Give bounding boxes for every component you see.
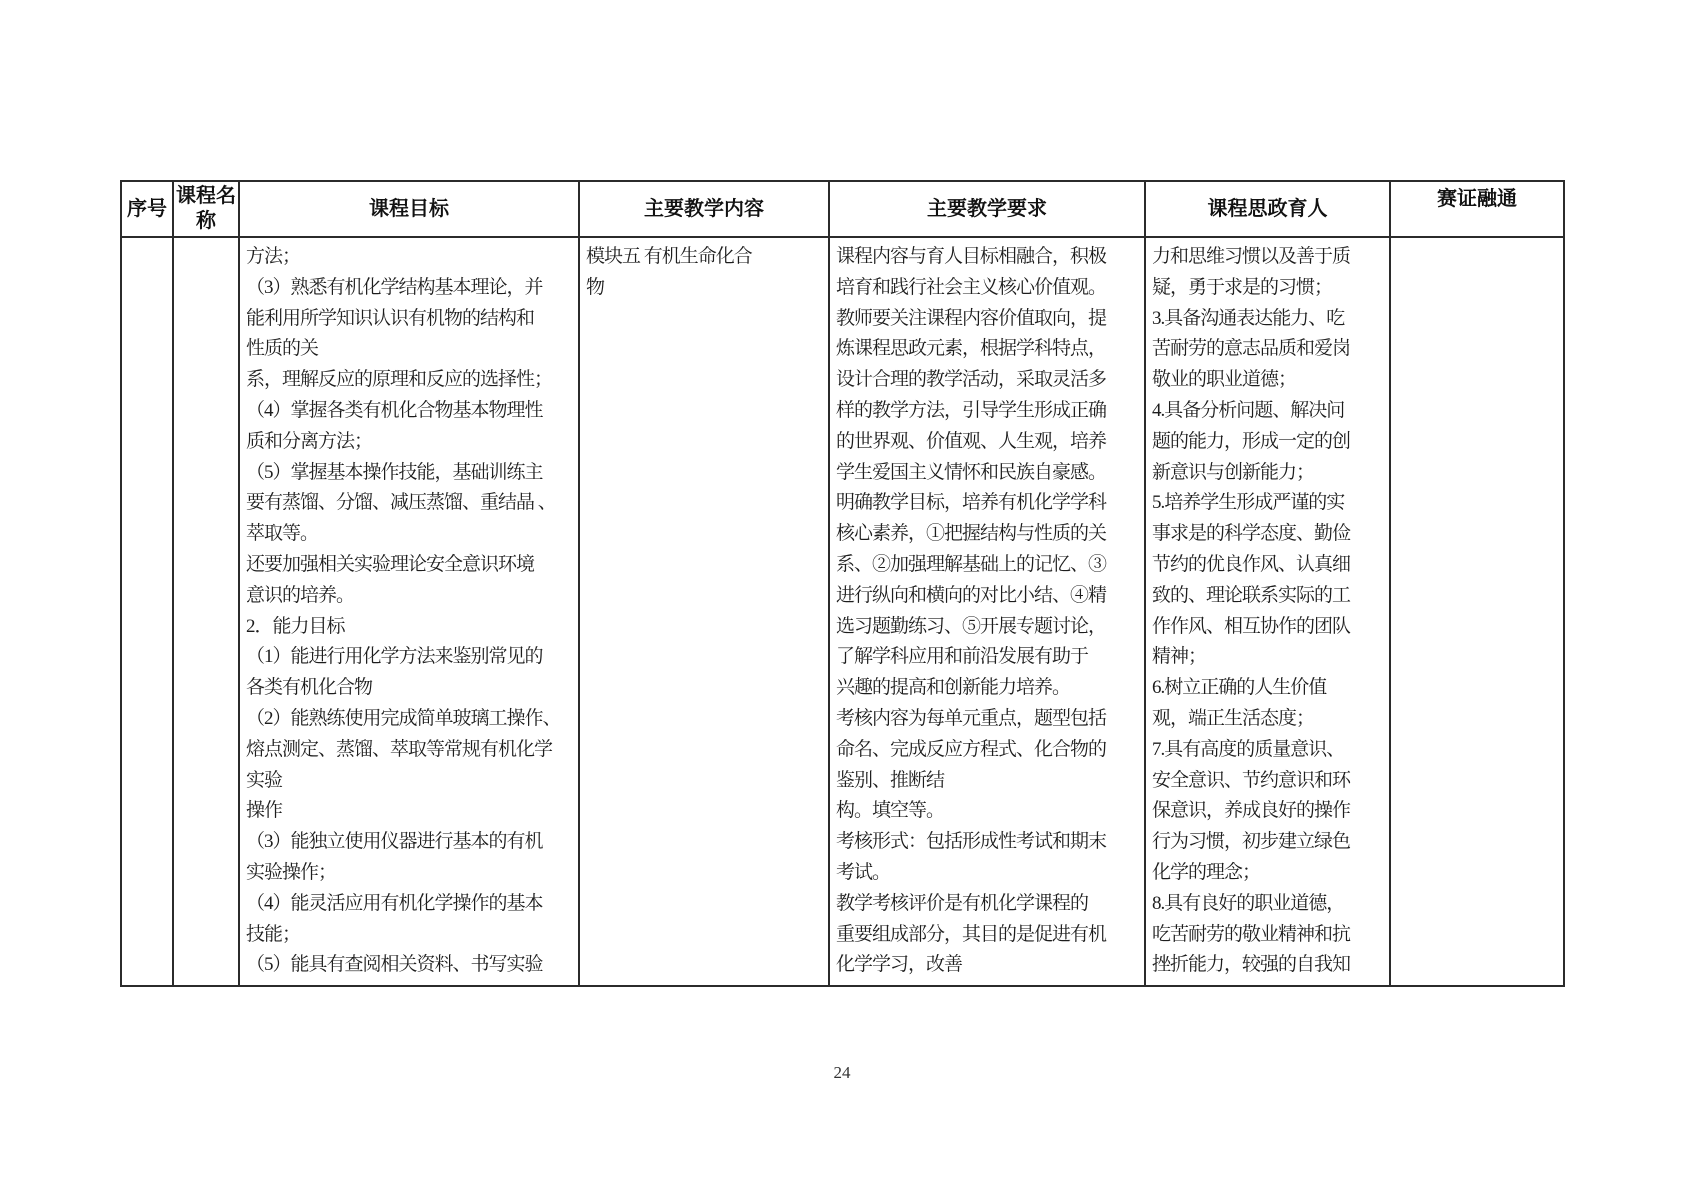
text-line: 系，理解反应的原理和反应的选择性；: [246, 369, 553, 391]
text-line: 质和分离方法；: [246, 430, 373, 452]
text-line: 7.具有高度的质量意识、: [1152, 738, 1345, 760]
text-line: 挫折能力，较强的自我知: [1152, 954, 1351, 976]
text-line: （4）掌握各类有机化合物基本物理性: [246, 399, 543, 421]
text-line: （5）能具有查阅相关资料、书写实验: [246, 954, 543, 976]
text-line: 技能；: [246, 923, 301, 945]
text-line: 4.具备分析问题、解决问: [1152, 399, 1345, 421]
header-row: [121, 181, 1564, 237]
text-line: 苦耐劳的意志品质和爱岗: [1152, 338, 1351, 360]
course-objectives-table: [120, 180, 1565, 987]
header-kechengmingcheng: 课程名称: [173, 181, 239, 237]
text-line: 模块五 有机生命化合: [586, 246, 752, 267]
text-line: 课程内容与育人目标相融合，积极: [836, 246, 1107, 267]
cell-kechengmingcheng: [173, 237, 239, 986]
header-saizhengrongtong: 赛证融通: [1390, 181, 1564, 237]
text-line: 物: [586, 276, 605, 298]
text-line: 8.具有良好的职业道德，: [1152, 892, 1345, 914]
text-line: 作作风、相互协作的团队: [1152, 615, 1351, 637]
text-line: 节约的优良作风、认真细: [1152, 553, 1351, 575]
text-line: 构。填空等。: [836, 800, 945, 822]
text-line: 教师要关注课程内容价值取向，提: [836, 307, 1107, 329]
text-line: 3.具备沟通表达能力、吃: [1152, 307, 1345, 329]
text-line: （3）熟悉有机化学结构基本理论，并: [246, 276, 543, 298]
text-line: （2）能熟练使用完成简单玻璃工操作、: [246, 707, 561, 729]
header-xuhao: 序号: [121, 181, 173, 237]
text-line: 性质的关: [246, 338, 319, 360]
text-line: 核心素养，①把握结构与性质的关: [836, 523, 1107, 545]
text-line: 题的能力，形成一定的创: [1152, 430, 1351, 452]
text-line: 鉴别、推断结: [836, 769, 945, 791]
text-line: 行为习惯，初步建立绿色: [1152, 831, 1351, 853]
text-line: 熔点测定、蒸馏、萃取等常规有机化学: [246, 738, 553, 760]
text-line: 2．能力目标: [246, 615, 345, 637]
text-line: 还要加强相关实验理论安全意识环境: [246, 553, 535, 575]
text-line: 重要组成部分，其目的是促进有机: [836, 923, 1107, 945]
header-kechengmubiao: 课程目标: [239, 181, 579, 237]
text-line: 能利用所学知识认识有机物的结构和: [246, 307, 535, 329]
text-line: 6.树立正确的人生价值: [1152, 677, 1327, 699]
text-line: 致的、理论联系实际的工: [1152, 584, 1351, 606]
text-line: 教学考核评价是有机化学课程的: [836, 892, 1089, 914]
text-line: 要有蒸馏、分馏、减压蒸馏、重结晶 、: [246, 492, 556, 514]
text-line: 培育和践行社会主义核心价值观。: [836, 276, 1107, 298]
text-line: 了解学科应用和前沿发展有助于: [836, 646, 1089, 668]
text-line: （5）掌握基本操作技能，基础训练主: [246, 461, 543, 483]
text-line: 考核内容为每单元重点，题型包括: [836, 707, 1107, 729]
header-zhuyaojiaoxueneirong: 主要教学内容: [579, 181, 829, 237]
text-line: 炼课程思政元素，根据学科特点，: [836, 338, 1107, 360]
cell-kechengmubiao: [239, 237, 579, 986]
text-line: 事求是的科学态度、勤俭: [1152, 523, 1351, 545]
text-line: 兴趣的提高和创新能力培养。: [836, 677, 1071, 699]
text-line: 方法；: [246, 246, 301, 267]
text-line: 力和思维习惯以及善于质: [1152, 246, 1351, 267]
cell-xuhao: [121, 237, 173, 986]
text-line: 操作: [246, 800, 283, 822]
text-line: 设计合理的教学活动，采取灵活多: [836, 369, 1107, 391]
text-line: 5.培养学生形成严谨的实: [1152, 492, 1345, 514]
text-line: 考核形式：包括形成性考试和期末: [836, 831, 1107, 853]
text-line: （3）能独立使用仪器进行基本的有机: [246, 831, 543, 853]
text-line: 学生爱国主义情怀和民族自豪感。: [836, 461, 1107, 483]
header-kechengsizhengyuren: 课程思政育人: [1145, 181, 1390, 237]
cell-zhuyaojiaoxueneirong: [579, 237, 829, 986]
text-line: 保意识，养成良好的操作: [1152, 800, 1351, 822]
header-zhuyaojiaoxueyaoqiu: 主要教学要求: [829, 181, 1145, 237]
text-line: 化学学习，改善: [836, 954, 963, 976]
text-line: 意识的培养。: [246, 584, 355, 606]
text-line: 的世界观、价值观、人生观，培养: [836, 430, 1107, 452]
text-line: 萃取等。: [246, 523, 319, 545]
text-line: 系、②加强理解基础上的记忆、③: [836, 553, 1107, 575]
text-line: 进行纵向和横向的对比小结、④精: [836, 584, 1107, 606]
text-line: （4）能灵活应用有机化学操作的基本: [246, 892, 543, 914]
text-line: 样的教学方法，引导学生形成正确: [836, 399, 1107, 421]
cell-zhuyaojiaoxueyaoqiu: [829, 237, 1145, 986]
text-line: 敬业的职业道德；: [1152, 369, 1297, 391]
cell-saizhengrongtong: [1390, 237, 1564, 986]
text-line: 疑，勇于求是的习惯；: [1152, 276, 1333, 298]
text-line: 新意识与创新能力；: [1152, 461, 1315, 483]
text-line: 明确教学目标，培养有机化学学科: [836, 492, 1107, 514]
text-line: 吃苦耐劳的敬业精神和抗: [1152, 923, 1351, 945]
cell-kechengsizhengyuren: [1145, 237, 1390, 986]
text-line: 选习题勤练习、⑤开展专题讨论，: [836, 615, 1107, 637]
text-line: 精神；: [1152, 646, 1207, 668]
text-line: 化学的理念；: [1152, 861, 1261, 883]
text-line: （1）能进行用化学方法来鉴别常见的: [246, 646, 543, 668]
text-line: 安全意识、节约意识和环: [1152, 769, 1351, 791]
page-number: 24: [833, 1063, 851, 1082]
text-line: 观，端正生活态度；: [1152, 707, 1315, 729]
text-line: 实验: [246, 769, 283, 791]
text-line: 考试。: [836, 861, 891, 883]
table-row: [121, 237, 1564, 986]
text-line: 各类有机化合物: [246, 677, 373, 699]
text-line: 命名、完成反应方程式、化合物的: [836, 738, 1107, 760]
text-line: 实验操作；: [246, 861, 337, 883]
